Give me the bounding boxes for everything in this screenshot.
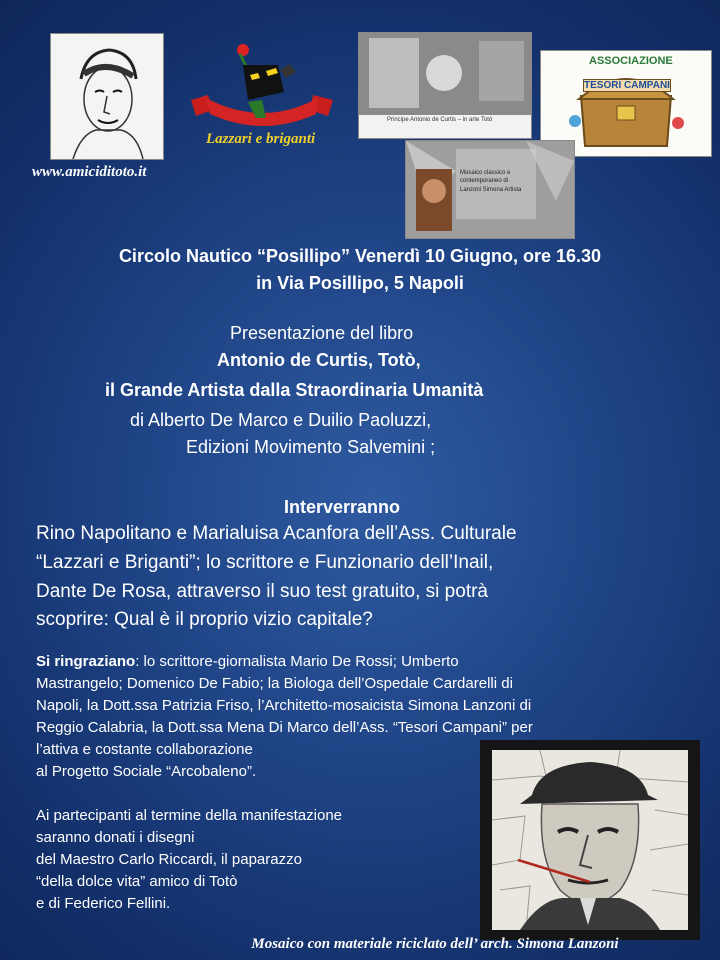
website-link[interactable]: www.amiciditoto.it xyxy=(32,164,147,180)
toto-photo-banner xyxy=(358,32,532,139)
lazzari-caption: Lazzari e briganti xyxy=(206,131,316,147)
thanks-line-2: Mastrangelo; Domenico De Fabio; la Biologa dell’Ospedale Cardarelli di xyxy=(36,675,513,692)
toto-mosaic-artwork xyxy=(480,740,700,940)
event-line-2: in Via Posillipo, 5 Napoli xyxy=(256,273,464,293)
thanks-line-1 xyxy=(36,653,459,670)
thanks-line-5: l’attiva e costante collaborazione xyxy=(36,741,253,758)
toto-portrait-sketch xyxy=(50,33,164,160)
thanks-line-3: Napoli, la Dott.ssa Patrizia Friso, l’Architetto-mosaicista Simona Lanzoni di xyxy=(36,697,532,714)
gifts-line-4: “della dolce vita” amico di Totò xyxy=(36,873,238,890)
book-authors: di Alberto De Marco e Duilio Paoluzzi, xyxy=(130,410,432,430)
gifts-line-3: del Maestro Carlo Riccardi, il paparazzo xyxy=(36,851,302,868)
speakers-line-1: Rino Napolitano e Marialuisa Acanfora dell’Ass. Culturale xyxy=(36,523,517,544)
tesori-top-text: ASSOCIAZIONE xyxy=(589,55,673,67)
speakers-line-3: Dante De Rosa, attraverso il suo test gratuito, si potrà xyxy=(36,581,488,602)
photo2-caption: Mosaico classico e contemporaneo di Lanzoni Simona Artista xyxy=(460,170,522,193)
book-title-2: il Grande Artista dalla Straordinaria Umanità xyxy=(105,380,484,400)
mosaic-caption: Mosaico con materiale riciclato dell’ arch. Simona Lanzoni xyxy=(251,936,619,952)
thanks-line-4: Reggio Calabria, la Dott.ssa Mena Di Marco dell’Ass. “Tesori Campani” per xyxy=(36,719,533,736)
speakers-heading: Interverranno xyxy=(284,497,401,517)
book-publisher: Edizioni Movimento Salvemini ; xyxy=(186,437,436,457)
event-line-1: Circolo Nautico “Posillipo” Venerdì 10 Giugno, ore 16.30 xyxy=(118,246,602,266)
book-intro: Presentazione del libro xyxy=(230,323,414,343)
speakers-line-4: scoprire: Qual è il proprio vizio capitale? xyxy=(36,609,373,630)
thanks-line-6: al Progetto Sociale “Arcobaleno”. xyxy=(36,763,257,780)
gifts-line-2: saranno donati i disegni xyxy=(36,829,195,846)
gifts-line-5: e di Federico Fellini. xyxy=(36,895,171,912)
lanzoni-mosaic-banner xyxy=(405,140,575,239)
photo1-caption: Principe Antonio de Curtis – in arte Totò xyxy=(387,117,493,123)
thanks-label: Si ringraziano xyxy=(36,653,136,670)
speakers-line-2: “Lazzari e Briganti”; lo scrittore e Funzionario dell’Inail, xyxy=(36,552,494,573)
book-title-1: Antonio de Curtis, Totò, xyxy=(217,350,421,370)
thanks-text-1: : lo scrittore-giornalista Mario De Rossi; Umberto xyxy=(135,653,459,670)
tesori-name-text: TESORI CAMPANI xyxy=(584,80,670,91)
lazzari-logo xyxy=(188,40,338,132)
gifts-line-1: Ai partecipanti al termine della manifestazione xyxy=(36,807,342,824)
